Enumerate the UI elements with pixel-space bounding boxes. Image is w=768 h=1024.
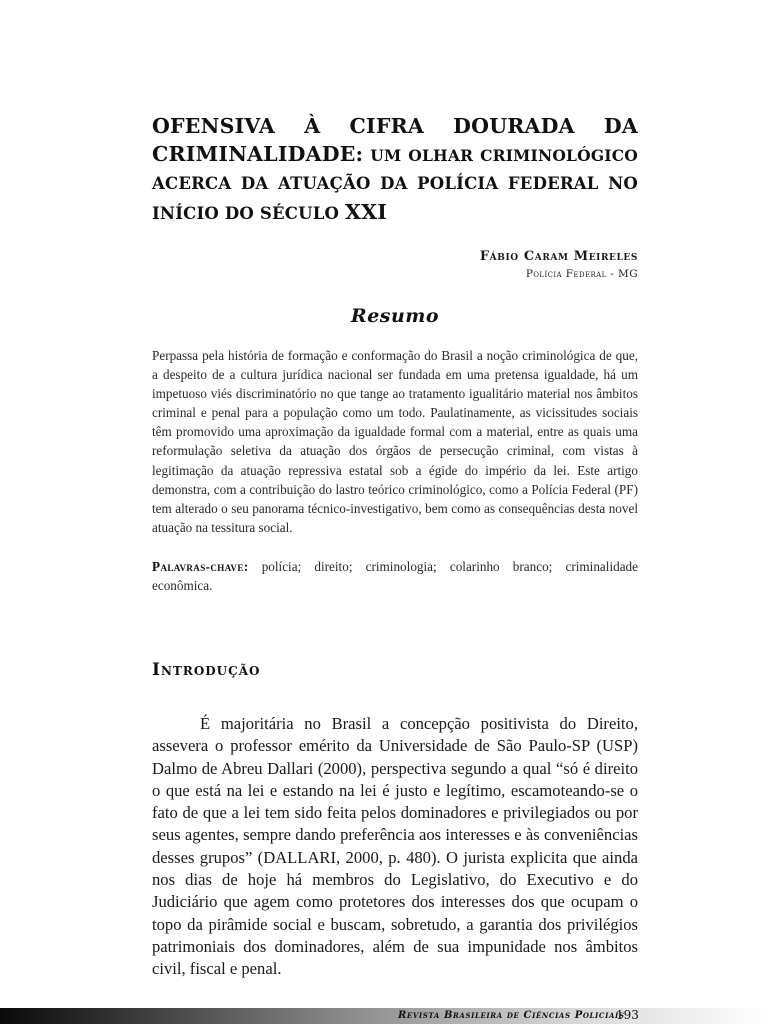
author-affiliation: Polícia Federal - MG bbox=[525, 268, 638, 280]
title-line-2 bbox=[152, 140, 638, 170]
title-line-1: OFENSIVA À CIFRA DOURADA DA bbox=[152, 114, 638, 138]
title-line-2-rest: UM OLHAR CRIMINOLÓGICO bbox=[363, 146, 638, 165]
keywords-label: Palavras-chave: bbox=[152, 559, 249, 574]
introduction-paragraph: É majoritária no Brasil a concepção positivista do Direito, assevera o professor emérito da Universidade de São Paulo-SP (USP) Dalmo de Abreu Dallari (2000), perspectiva segundo a qual “só é direito o que está na lei e estando na lei é justo e legítimo, escamoteando-se o fato de que a lei tem sido feita pelos dominadores e privilegiados ou por seus agentes, sempre dando preferência aos interesses e às conveniências desses grupos” (DALLARI, 2000, p. 480). O jurista explicita que ainda nos dias de hoje há membros do Legislativo, do Executivo e do Judiciário que agem como protetores dos interesses dos que ocupam o topo da pirâmide social e buscam, sobretudo, a garantia dos privilégios patrimoniais dos dominadores, além de sua impunidade nos âmbitos civil, fiscal e penal. bbox=[152, 714, 638, 979]
title-line-4 bbox=[152, 198, 638, 228]
keywords-text: polícia; direito; criminologia; colarinho branco; criminalidade econômica. bbox=[152, 559, 638, 594]
article-title bbox=[152, 112, 638, 228]
author-name: Fábio Caram Meireles bbox=[479, 249, 638, 264]
footer-journal-name: Revista Brasileira de Ciências Policiais bbox=[398, 1010, 625, 1021]
page-number: 193 bbox=[616, 1008, 639, 1022]
keywords bbox=[152, 557, 638, 595]
abstract-heading: Resumo bbox=[350, 305, 440, 327]
author-block bbox=[480, 248, 638, 282]
title-line-4-end: XXI bbox=[345, 200, 388, 224]
title-line-2-main: CRIMINALIDADE: bbox=[152, 142, 364, 166]
title-line-3: ACERCA DA ATUAÇÃO DA POLÍCIA FEDERAL NO bbox=[152, 174, 638, 193]
abstract-text: Perpassa pela história de formação e conformação do Brasil a noção criminológica de que, a despeito de a cultura jurídica nacional ser fundada em uma pretensa igualdade, há um impetuoso viés discriminatório no que tange ao tratamento igualitário material nos âmbitos criminal e penal para a população como um todo. Paulatinamente, as vicissitudes sociais têm promovido uma aproximação da igualdade formal com a material, entre as quais uma reformulação seletiva da atuação dos órgãos de persecução criminal, com vistas à legitimação da atuação repressiva estatal sob a égide do império da lei. Este artigo demonstra, com a contribuição do lastro teórico criminológico, como a Polícia Federal (PF) tem alterado o seu panorama técnico-investigativo, bem como as consequências desta novel atuação na tessitura social. bbox=[152, 348, 638, 535]
footer-gradient-bar bbox=[0, 1008, 768, 1024]
title-line-4-start: INÍCIO DO SÉCULO bbox=[152, 204, 346, 223]
section-heading-introduction: Introdução bbox=[152, 660, 261, 680]
